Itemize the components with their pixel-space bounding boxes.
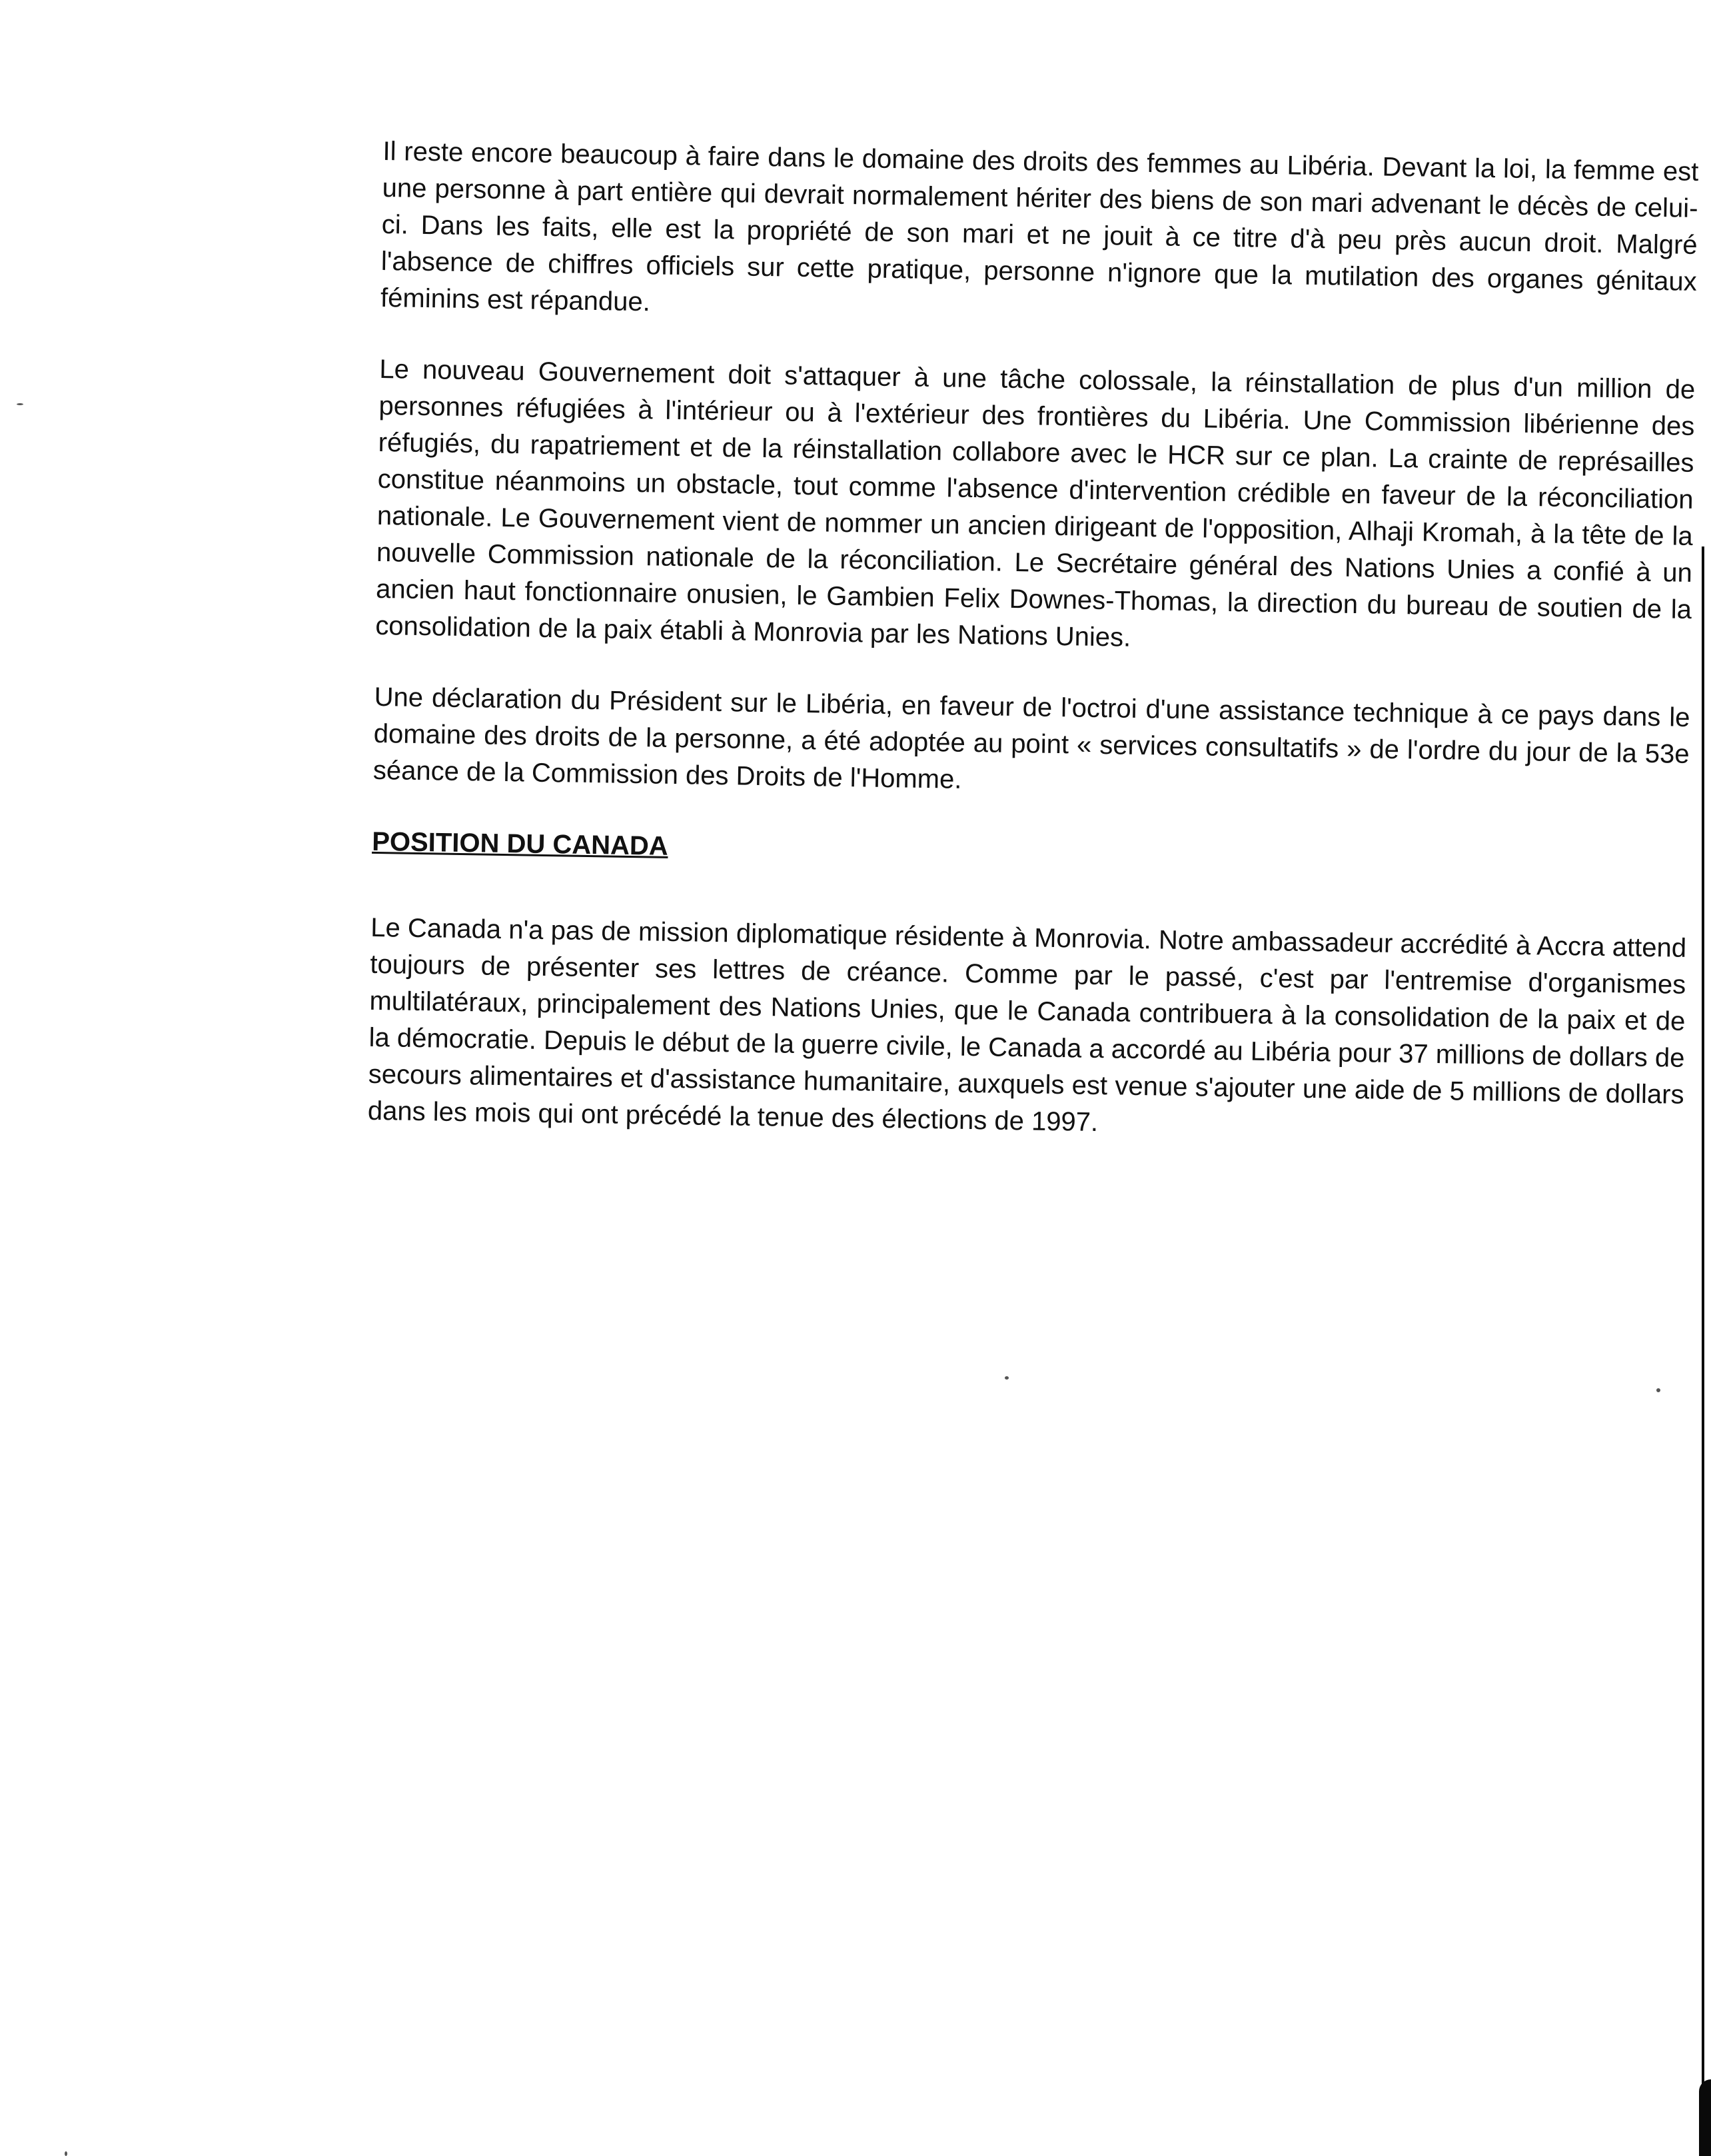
- scan-speck: [65, 2151, 67, 2156]
- paragraph-refugees-reconciliation: Le nouveau Gouvernement doit s'attaquer à une tâche colossale, la réinstallation de plus d'un million de personnes réfugiées à l'intérieur ou à l'extérieur des frontières du Libéria. Une Commission libérienne des réfugiés, du rapatriement et de la réinstallation collabore avec le HCR sur ce plan. La crainte de représailles constitue néanmoins un obstacle, tout comme l'absence d'intervention crédible en faveur de la réconciliation nationale. Le Gouvernement vient de nommer un ancien dirigeant de l'opposition, Alhaji Kromah, à la tête de la nouvelle Commission nationale de la réconciliation. Le Secrétaire général des Nations Unies a confié à un ancien haut fonctionnaire onusien, le Gambien Felix Downes-Thomas, la direction du bureau de soutien de la consolidation de la paix établi à Monrovia par les Nations Unies.: [375, 354, 1696, 652]
- scan-edge-corner: [1699, 2079, 1711, 2156]
- paragraph-womens-rights: Il reste encore beaucoup à faire dans le domaine des droits des femmes au Libéria. Devant la loi, la femme est une personne à part entière qui devrait normalement hériter des biens de son mari advenant le décès de celui-ci. Dans les faits, elle est la propriété de son mari et ne jouit à ce titre d'à peu près aucun droit. Malgré l'absence de chiffres officiels sur cette pratique, personne n'ignore que la mutilation des organes génitaux féminins est répandue.: [380, 136, 1699, 317]
- scan-speck: [17, 403, 23, 405]
- scan-speck: [1005, 1376, 1009, 1380]
- scan-edge-line: [1702, 546, 1704, 2156]
- paragraph-president-statement: Une déclaration du Président sur le Libéria, en faveur de l'octroi d'une assistance technique à ce pays dans le domaine des droits de la personne, a été adoptée au point « services consultatifs » de l'ordre du jour de la 53e séance de la Commission des Droits de l'Homme.: [372, 682, 1690, 794]
- section-heading: POSITION DU CANADA: [371, 826, 669, 861]
- paragraph-canada-position: Le Canada n'a pas de mission diplomatique résidente à Monrovia. Notre ambassadeur accrédité à Accra attend toujours de présenter ses lettres de créance. Comme par le passé, c'est par l'entremise d'organismes multilatéraux, principalement des Nations Unies, que le Canada contribuera à la consolidation de la paix et de la démocratie. Depuis le début de la guerre civile, le Canada a accordé au Libéria pour 37 millions de dollars de secours alimentaires et d'assistance humanitaire, auxquels est venue s'ajouter une aide de 5 millions de dollars dans les mois qui ont précédé la tenue des élections de 1997.: [367, 912, 1687, 1138]
- document-body: [367, 133, 1699, 1185]
- scan-speck: [1656, 1388, 1660, 1392]
